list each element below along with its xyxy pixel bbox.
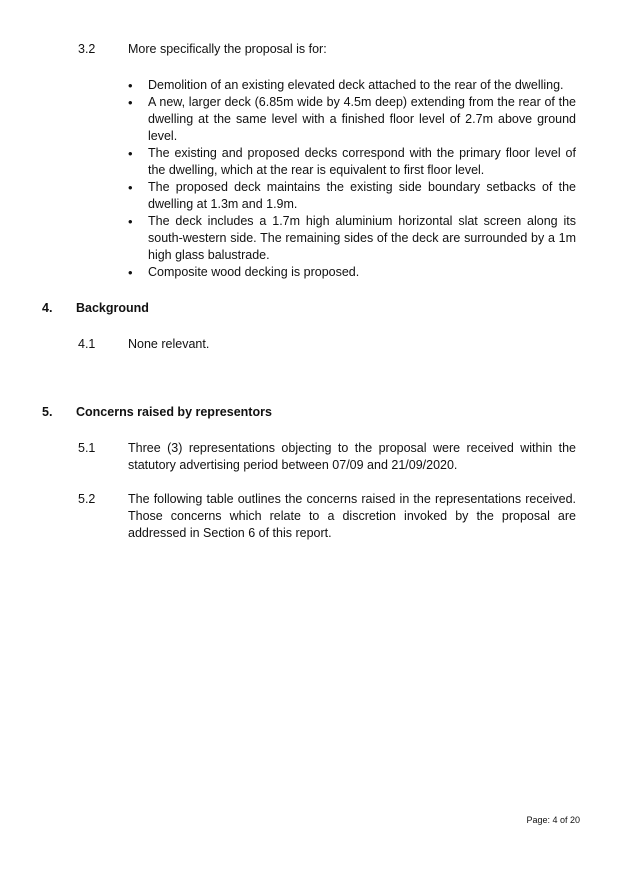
paragraph-number: 5.2 bbox=[78, 492, 96, 506]
bullet-text: The deck includes a 1.7m high aluminium horizontal slat screen along its south-western side. The remaining sides of the deck are surrounded by a 1m high glass balustrade. bbox=[148, 214, 576, 262]
section-number: 5. bbox=[42, 405, 53, 419]
paragraph-number: 4.1 bbox=[78, 337, 96, 351]
bullet-text: The proposed deck maintains the existing side boundary setbacks of the dwelling at 1.3m and 1.9m. bbox=[148, 180, 576, 211]
proposal-bullet-list bbox=[128, 77, 576, 281]
paragraph-4-1 bbox=[78, 336, 576, 353]
paragraph-5-2 bbox=[78, 491, 576, 542]
paragraph-text: Three (3) representations objecting to the proposal were received within the statutory advertising period between 07/09 and 21/09/2020. bbox=[128, 441, 576, 472]
page-number-footer: Page: 4 of 20 bbox=[526, 815, 580, 825]
bullet-icon: • bbox=[128, 214, 133, 229]
bullet-item bbox=[128, 179, 576, 213]
bullet-item bbox=[128, 264, 576, 281]
bullet-icon: • bbox=[128, 146, 133, 161]
paragraph-number: 3.2 bbox=[78, 42, 96, 56]
bullet-text: Composite wood decking is proposed. bbox=[148, 265, 360, 279]
paragraph-text: None relevant. bbox=[128, 337, 210, 351]
bullet-item bbox=[128, 213, 576, 264]
section-number: 4. bbox=[42, 301, 53, 315]
paragraph-text: More specifically the proposal is for: bbox=[128, 42, 327, 56]
bullet-text: A new, larger deck (6.85m wide by 4.5m deep) extending from the rear of the dwelling at the same level with a finished floor level of 2.7m above ground level. bbox=[148, 95, 576, 143]
section-title: Concerns raised by representors bbox=[76, 405, 272, 419]
bullet-icon: • bbox=[128, 265, 133, 280]
paragraph-5-1 bbox=[78, 440, 576, 474]
bullet-item bbox=[128, 145, 576, 179]
bullet-icon: • bbox=[128, 78, 133, 93]
bullet-text: The existing and proposed decks correspond with the primary floor level of the dwelling, which at the rear is equivalent to first floor level. bbox=[148, 146, 576, 177]
paragraph-text: The following table outlines the concerns raised in the representations received. Those concerns which relate to a discretion invoked by the proposal are addressed in Section 6 of this report. bbox=[128, 492, 576, 540]
paragraph-3-2 bbox=[78, 41, 576, 58]
section-title: Background bbox=[76, 301, 149, 315]
paragraph-number: 5.1 bbox=[78, 441, 96, 455]
bullet-icon: • bbox=[128, 95, 133, 110]
bullet-text: Demolition of an existing elevated deck attached to the rear of the dwelling. bbox=[148, 78, 564, 92]
bullet-icon: • bbox=[128, 180, 133, 195]
bullet-item bbox=[128, 77, 576, 94]
bullet-item bbox=[128, 94, 576, 145]
